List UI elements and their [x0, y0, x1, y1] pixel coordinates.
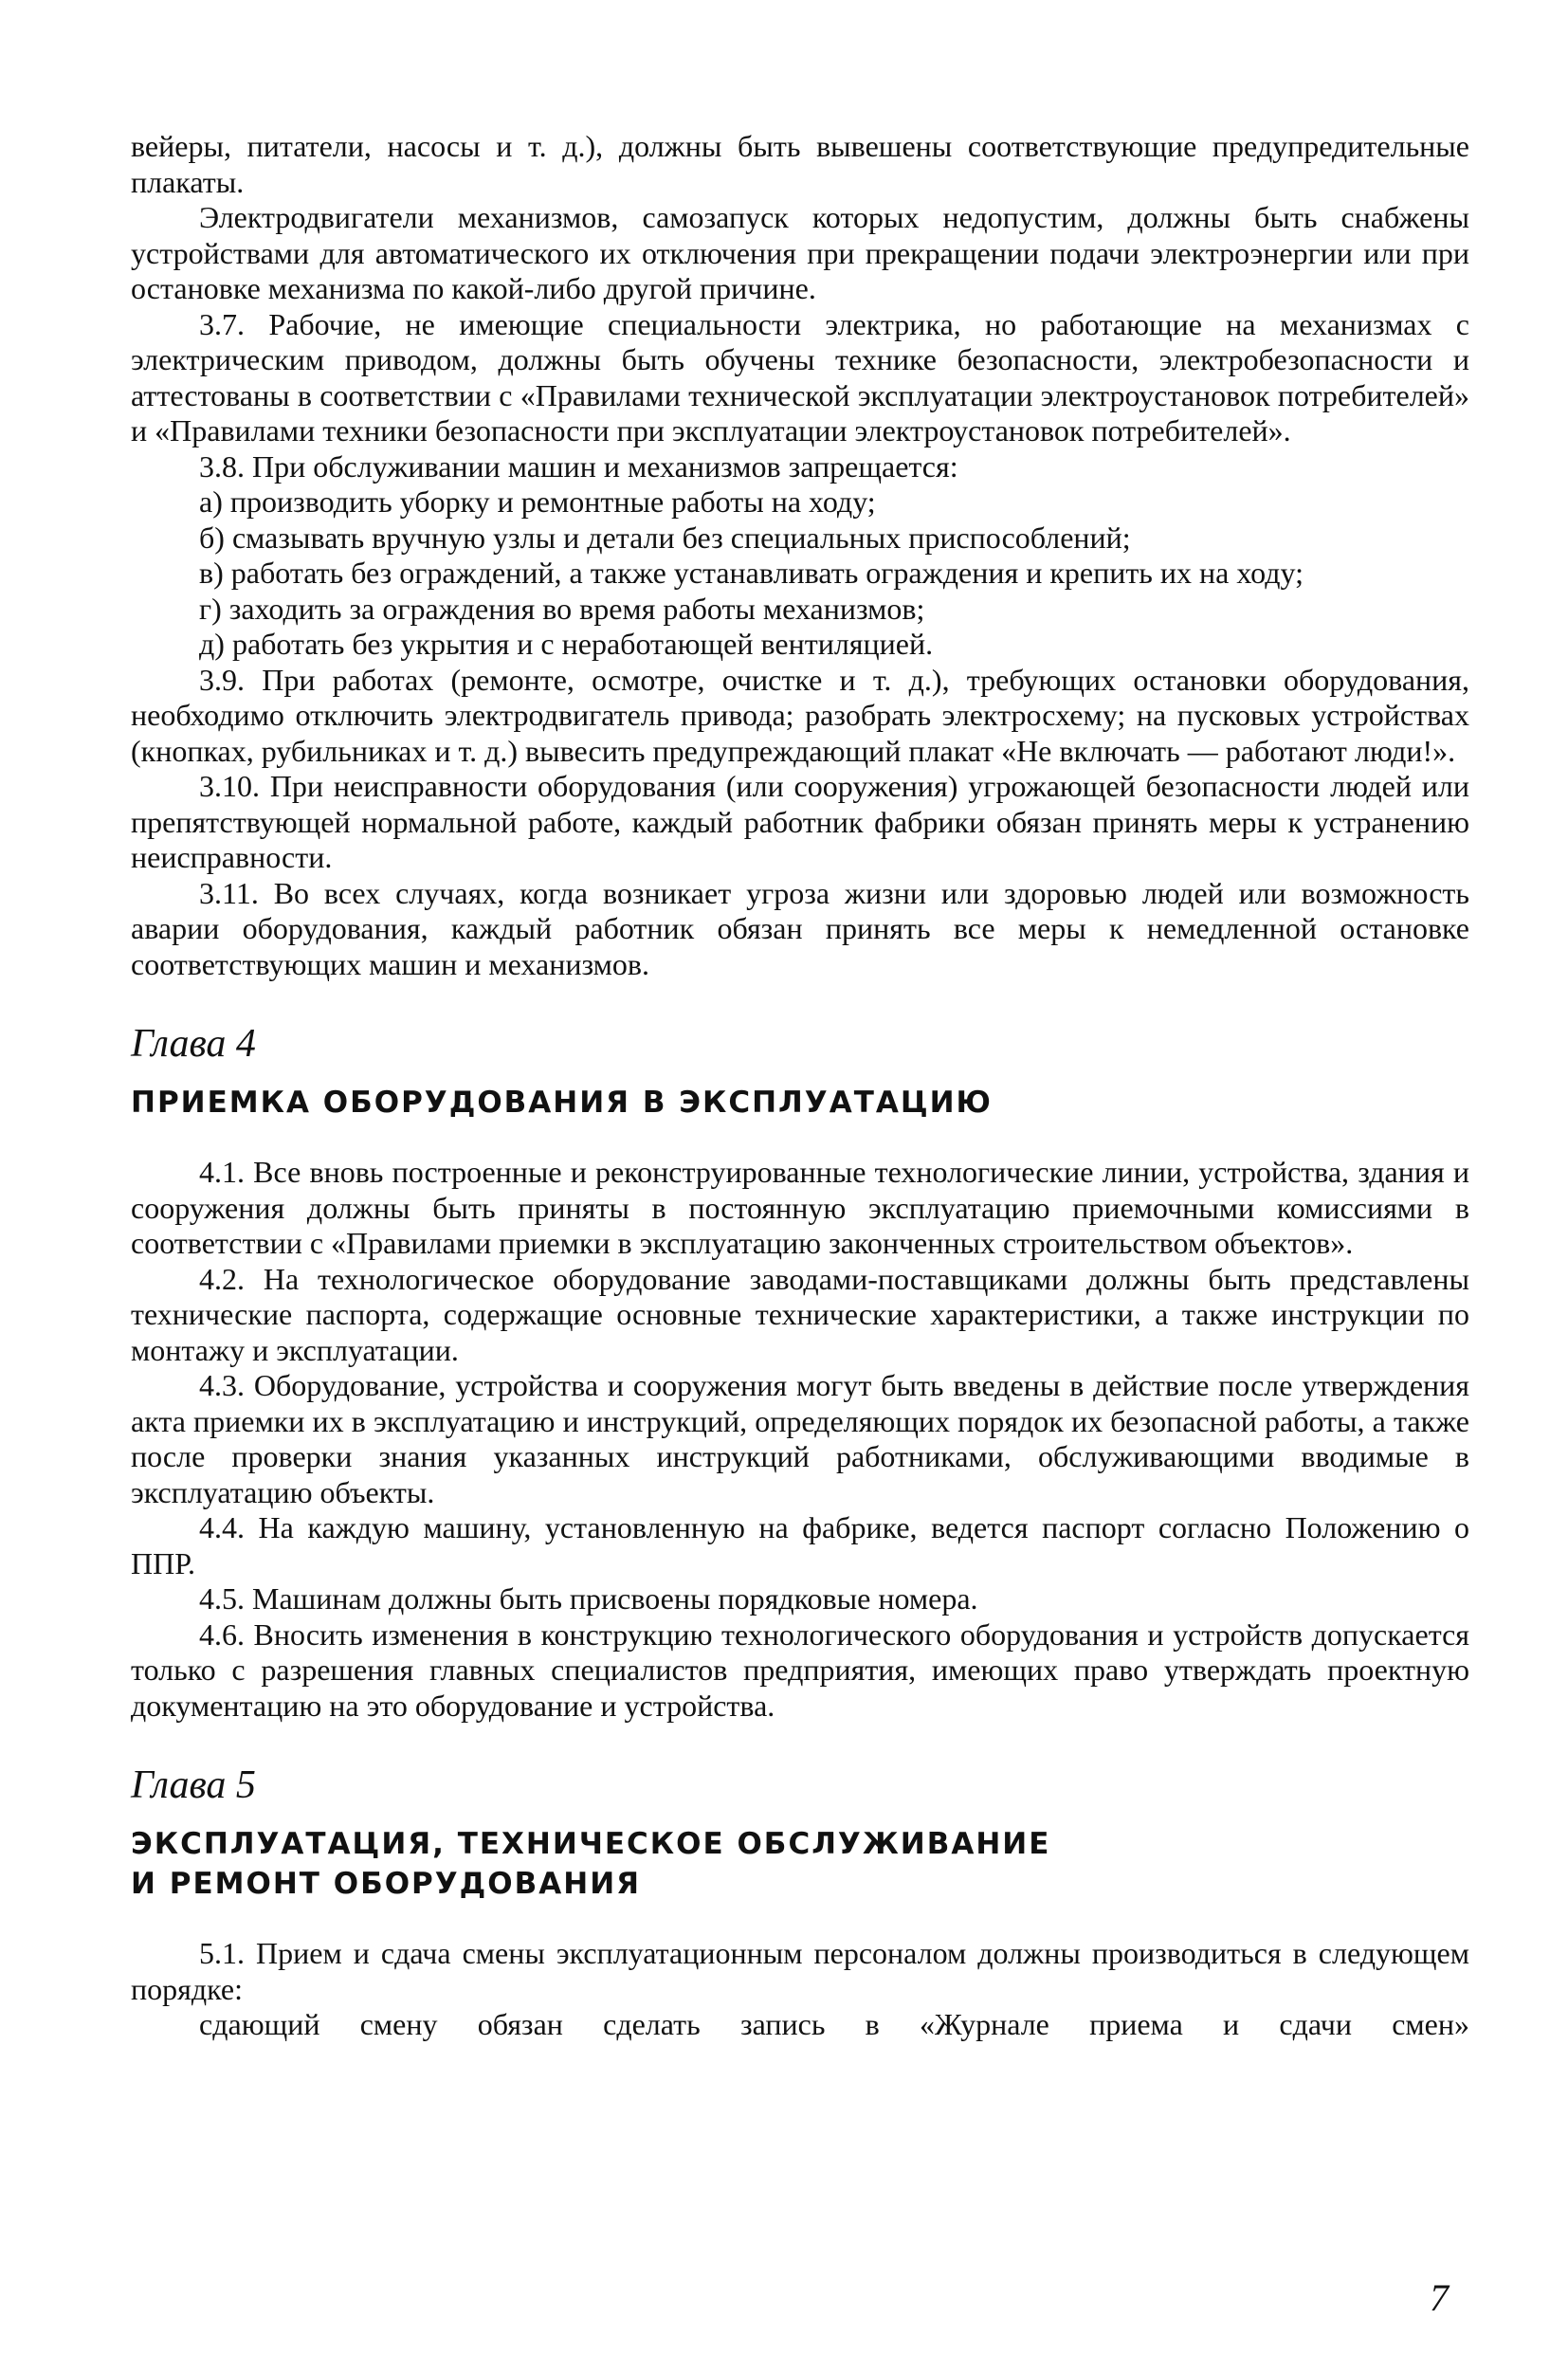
chapter-5-title-line-1: ЭКСПЛУАТАЦИЯ, ТЕХНИЧЕСКОЕ ОБСЛУЖИВАНИЕ [131, 1827, 1051, 1861]
page-number: 7 [1430, 2276, 1449, 2319]
paragraph-4-6: 4.6. Вносить изменения в конструкцию технологического оборудования и устройств допускается только с разрешения главных специалистов предприятия, имеющих право утверждать проектную документацию на это оборудование и устройства. [131, 1616, 1469, 1723]
chapter-5-title [131, 1824, 1469, 1904]
paragraph-5-1-continued: сдающий смену обязан сделать запись в «Журнале приема и сдачи смен» [199, 2007, 1469, 2041]
paragraph-4-3: 4.3. Оборудование, устройства и сооружения могут быть введены в действие после утверждения акта приемки их в эксплуатацию и инструкций, определяющих порядок их безопасной работы, а также после проверки знания указанных инструкций работниками, обслуживающими вводимые в эксплуатацию объекты. [131, 1368, 1469, 1509]
paragraph-5-1: 5.1. Прием и сдача смены эксплуатационным персоналом должны производиться в следующем порядке: [131, 1936, 1469, 2006]
paragraph-3-11: 3.11. Во всех случаях, когда возникает угроза жизни или здоровью людей или возможность аварии оборудования, каждый работник обязан принять все меры к немедленной остановке соответствующих машин и механизмов. [131, 875, 1469, 981]
paragraph-3-8: 3.8. При обслуживании машин и механизмов запрещается: [199, 448, 958, 484]
chapter-5-label: Глава 5 [131, 1763, 256, 1807]
document-page [131, 129, 1469, 2043]
paragraph-4-5: 4.5. Машинам должны быть присвоены порядковые номера. [199, 1581, 978, 1616]
list-item-v: в) работать без ограждений, а также устанавливать ограждения и крепить их на ходу; [199, 556, 1304, 590]
chapter-4-title: ПРИЕМКА ОБОРУДОВАНИЯ В ЭКСПЛУАТАЦИЮ [131, 1086, 993, 1120]
paragraph-4-1: 4.1. Все вновь построенные и реконструированные технологические линии, устройства, здания и сооружения должны быть приняты в постоянную эксплуатацию приемочными комиссиями в соответствии с «Правилами приемки в эксплуатацию законченных строительством объектов». [131, 1155, 1469, 1260]
paragraph-4-2: 4.2. На технологическое оборудование заводами-поставщиками должны быть представлены технические паспорта, содержащие основные технические характеристики, а также инструкции по монтажу и эксплуатации. [131, 1261, 1469, 1367]
paragraph-3-7: 3.7. Рабочие, не имеющие специальности электрика, но работающие на механизмах с электрическим приводом, должны быть обучены технике безопасности, электробезопасности и аттестованы в соответствии с «Правилами технической эксплуатации электроустановок потребителей» и «Правилами техники безопасности при эксплуатации электроустановок потребителей». [131, 306, 1469, 447]
chapter-5-title-line-2: И РЕМОНТ ОБОРУДОВАНИЯ [131, 1867, 642, 1901]
paragraph-3-9: 3.9. При работах (ремонте, осмотре, очистке и т. д.), требующих остановки оборудования, необходимо отключить электродвигатель привода; разобрать электросхему; на пусковых устройствах (кнопках, рубильниках и т. д.) вывесить предупреждающий плакат «Не включать — работают люди!». [131, 662, 1469, 768]
paragraph-4-4: 4.4. На каждую машину, установленную на фабрике, ведется паспорт согласно Положению о ППР. [131, 1510, 1469, 1580]
list-item-a: а) производить уборку и ремонтные работы на ходу; [199, 484, 876, 519]
list-item-b: б) смазывать вручную узлы и детали без специальных приспособлений; [199, 520, 1131, 555]
list-item-g: г) заходить за ограждения во время работы механизмов; [199, 591, 925, 626]
list-item-d: д) работать без укрытия и с неработающей вентиляцией. [199, 627, 934, 661]
paragraph-3-10: 3.10. При неисправности оборудования (или сооружения) угрожающей безопасности людей или препятствующей нормальной работе, каждый работник фабрики обязан принять меры к устранению неисправности. [131, 769, 1469, 874]
paragraph-motors: Электродвигатели механизмов, самозапуск которых недопустим, должны быть снабжены устройствами для автоматического их отключения при прекращении подачи электроэнергии или при остановке механизма по какой-либо другой причине. [131, 200, 1469, 305]
paragraph-posters: вейеры, питатели, насосы и т. д.), должны быть вывешены соответствующие предупредительные плакаты. [131, 129, 1469, 199]
chapter-4-label: Глава 4 [131, 1022, 256, 1066]
